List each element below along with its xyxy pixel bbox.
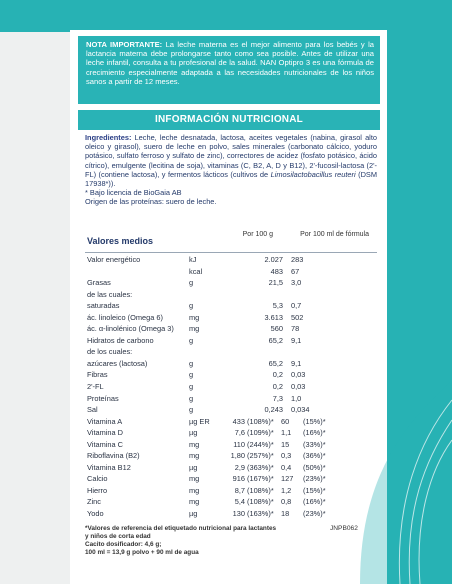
row-value-100g: 110 xyxy=(233,439,245,449)
footnote-line-4: 100 ml = 13,9 g polvo + 90 ml de agua xyxy=(85,549,199,556)
row-value-100ml: 1,2 xyxy=(281,485,292,495)
product-code: JNPB062 xyxy=(330,525,358,532)
table-row xyxy=(85,369,377,381)
row-unit: mg xyxy=(189,324,200,334)
row-value-100ml: 9,1 xyxy=(291,358,302,368)
row-percent-100ml: (15%)* xyxy=(303,485,326,495)
row-name: Vitamina C xyxy=(87,439,124,449)
row-name: Valor energético xyxy=(87,255,141,264)
row-percent-100ml: (23%)* xyxy=(303,509,326,519)
header-per-100ml: Por 100 ml de fórmula xyxy=(300,231,369,238)
row-percent-100g: (108%)* xyxy=(247,416,274,426)
row-name: Vitamina B12 xyxy=(87,462,131,472)
table-row xyxy=(85,312,377,324)
row-value-100g: 2,9 xyxy=(234,462,245,472)
row-value-100g: 65,2 xyxy=(268,358,283,368)
row-value-100g: 2.027 xyxy=(264,255,283,264)
table-row xyxy=(85,300,377,312)
row-value-100g: 65,2 xyxy=(268,335,283,345)
table-row xyxy=(85,335,377,347)
row-percent-100g: (109%)* xyxy=(247,428,274,438)
row-value-100g: 483 xyxy=(270,266,283,276)
row-unit: µg xyxy=(189,462,198,472)
row-value-100g: 0,243 xyxy=(264,405,283,415)
row-percent-100g: (108%)* xyxy=(247,485,274,495)
footnote-line-3: Cacito dosificador: 4,6 g; xyxy=(85,541,162,548)
ingredients-latin-tail: (DSM 17938*)). xyxy=(85,169,377,189)
ingredients-block xyxy=(85,133,377,207)
row-name: 2'-FL xyxy=(87,382,104,392)
important-note xyxy=(78,36,380,104)
row-unit: g xyxy=(189,382,194,392)
table-row xyxy=(85,289,377,301)
row-value-100ml: 0,7 xyxy=(291,301,302,311)
row-name: ác. linoleico (Omega 6) xyxy=(87,312,163,322)
row-value-100ml: 9,1 xyxy=(291,335,302,345)
table-row xyxy=(85,393,377,405)
table-row xyxy=(85,358,377,370)
row-name: Riboflavina (B2) xyxy=(87,451,140,461)
row-unit: µg xyxy=(189,509,198,519)
row-value-100ml: 0,8 xyxy=(281,497,292,507)
table-row xyxy=(85,485,377,497)
row-value-100ml: 0,4 xyxy=(281,462,292,472)
row-percent-100ml: (33%)* xyxy=(303,439,326,449)
row-name: Zinc xyxy=(87,497,101,507)
row-percent-100g: (108%)* xyxy=(247,497,274,507)
row-percent-100g: (167%)* xyxy=(247,474,274,484)
row-percent-100ml: (16%)* xyxy=(303,428,326,438)
row-percent-100ml: (36%)* xyxy=(303,451,326,461)
row-name: de los cuales: xyxy=(87,347,133,357)
table-row xyxy=(85,381,377,393)
table-row xyxy=(85,473,377,485)
row-value-100ml: 67 xyxy=(291,266,300,276)
table-row xyxy=(85,416,377,428)
header-title: Valores medios xyxy=(87,236,154,246)
row-name: Vitamina A xyxy=(87,416,123,426)
row-unit: mg xyxy=(189,497,200,507)
nutrition-table xyxy=(85,228,377,519)
row-unit: µg ER xyxy=(189,416,210,426)
row-value-100g: 1,80 xyxy=(230,451,245,461)
table-header xyxy=(85,228,377,253)
table-row xyxy=(85,266,377,278)
row-name: de las cuales: xyxy=(87,289,133,299)
top-teal-band xyxy=(0,0,452,32)
row-name: Grasas xyxy=(87,278,111,288)
row-value-100ml: 60 xyxy=(281,416,290,426)
row-value-100g: 560 xyxy=(270,324,283,334)
row-value-100ml: 15 xyxy=(281,439,290,449)
row-unit: mg xyxy=(189,312,200,322)
left-background xyxy=(0,0,70,584)
row-unit: g xyxy=(189,278,194,288)
footnote-line-1: *Valores de referencia del etiquetado nutricional para lactantes xyxy=(85,525,277,532)
row-value-100ml: 0,3 xyxy=(281,451,292,461)
row-value-100ml: 1,1 xyxy=(281,428,292,438)
row-percent-100ml: (15%)* xyxy=(303,416,326,426)
row-value-100ml: 0,03 xyxy=(291,370,306,380)
nutrition-title: INFORMACIÓN NUTRICIONAL xyxy=(78,110,380,130)
table-body xyxy=(85,254,377,520)
table-row xyxy=(85,323,377,335)
row-value-100ml: 78 xyxy=(291,324,300,334)
row-value-100g: 916 xyxy=(232,474,245,484)
row-name: Vitamina D xyxy=(87,428,124,438)
row-value-100ml: 3,0 xyxy=(291,278,302,288)
ingredients-text: Leche, leche desnatada, lactosa, aceites vegetales (nabina, girasol alto oleico y girasol), suero de leche en polvo, sales minerales (carbonato cálcico, yoduro potásico, sulfato ferroso y sulfato de zinc), correctores de acidez (fosfato potásico, ácido cítrico), emulgente (lecitina de soja), vitaminas (C, B2, A, D y B12), 2'-fucosil-lactosa (2'-FL) (contiene lactosa), y fermentos lácticos (cultivos de xyxy=(85,133,377,179)
row-value-100g: 21,5 xyxy=(268,278,283,288)
table-row xyxy=(85,439,377,451)
table-row xyxy=(85,427,377,439)
row-unit: mg xyxy=(189,474,200,484)
row-name: ác. α-linolénico (Omega 3) xyxy=(87,324,174,334)
row-name: saturadas xyxy=(87,301,120,311)
row-unit: kJ xyxy=(189,255,197,264)
row-unit: g xyxy=(189,301,194,311)
row-percent-100ml: (23%)* xyxy=(303,474,326,484)
row-name: Proteínas xyxy=(87,393,119,403)
ingredients-latin: Limosilactobacillus reuteri xyxy=(270,169,356,179)
row-unit: kcal xyxy=(189,266,203,276)
table-row xyxy=(85,450,377,462)
table-row xyxy=(85,346,377,358)
header-per-100g: Por 100 g xyxy=(242,231,273,238)
protein-origin: Origen de las proteínas: suero de leche. xyxy=(85,197,217,207)
table-row xyxy=(85,508,377,520)
footnote-line-2: y niños de corta edad xyxy=(85,533,151,540)
row-percent-100g: (244%)* xyxy=(247,439,274,449)
row-value-100g: 5,3 xyxy=(272,301,283,311)
row-value-100ml: 18 xyxy=(281,509,290,519)
row-name: Yodo xyxy=(87,509,104,519)
row-unit: g xyxy=(189,358,194,368)
row-value-100ml: 283 xyxy=(291,255,304,264)
row-name: Fibras xyxy=(87,370,108,380)
row-value-100ml: 502 xyxy=(291,312,304,322)
row-value-100ml: 0,034 xyxy=(291,405,310,415)
row-unit: g xyxy=(189,405,194,415)
row-value-100ml: 127 xyxy=(281,474,294,484)
table-row xyxy=(85,462,377,474)
row-percent-100ml: (16%)* xyxy=(303,497,326,507)
row-percent-100g: (363%)* xyxy=(247,462,274,472)
table-row xyxy=(85,404,377,416)
row-value-100g: 0,2 xyxy=(272,370,283,380)
row-value-100g: 433 xyxy=(232,416,245,426)
row-name: Hierro xyxy=(87,485,108,495)
row-percent-100ml: (50%)* xyxy=(303,462,326,472)
row-unit: g xyxy=(189,335,194,345)
row-value-100g: 7,6 xyxy=(234,428,245,438)
note-heading: NOTA IMPORTANTE: xyxy=(86,40,163,49)
row-value-100g: 5,4 xyxy=(234,497,245,507)
table-row xyxy=(85,277,377,289)
row-value-100g: 0,2 xyxy=(272,382,283,392)
row-value-100g: 3.613 xyxy=(264,312,283,322)
row-unit: g xyxy=(189,393,194,403)
row-unit: mg xyxy=(189,485,200,495)
ingredients-label: Ingredientes: xyxy=(85,133,132,142)
row-unit: g xyxy=(189,370,194,380)
licence-note: * Bajo licencia de BioGaia AB xyxy=(85,188,182,198)
row-name: Hidratos de carbono xyxy=(87,335,154,345)
row-unit: mg xyxy=(189,439,200,449)
right-teal-band xyxy=(387,0,452,584)
row-percent-100g: (163%)* xyxy=(247,509,274,519)
row-value-100g: 130 xyxy=(232,509,245,519)
row-name: Calcio xyxy=(87,474,108,484)
row-name: Sal xyxy=(87,405,98,415)
footnote xyxy=(85,525,295,557)
row-value-100g: 7,3 xyxy=(272,393,283,403)
note-text: La leche materna es el mejor alimento para los bebés y la lactancia materna debe prolongarse tanto como sea posible. Antes de utilizar una leche infantil, consulta a tu profesional de la salud. NAN Optipro 3 es una fórmula de crecimiento especialmente adaptada a las necesidades nutricionales de los niños sanos a partir de 12 meses. xyxy=(86,40,374,86)
table-row xyxy=(85,496,377,508)
row-value-100ml: 0,03 xyxy=(291,382,306,392)
row-unit: mg xyxy=(189,451,200,461)
row-value-100g: 8,7 xyxy=(234,485,245,495)
row-unit: µg xyxy=(189,428,198,438)
row-percent-100g: (257%)* xyxy=(247,451,274,461)
row-value-100ml: 1,0 xyxy=(291,393,302,403)
row-name: azúcares (lactosa) xyxy=(87,358,148,368)
table-row xyxy=(85,254,377,266)
